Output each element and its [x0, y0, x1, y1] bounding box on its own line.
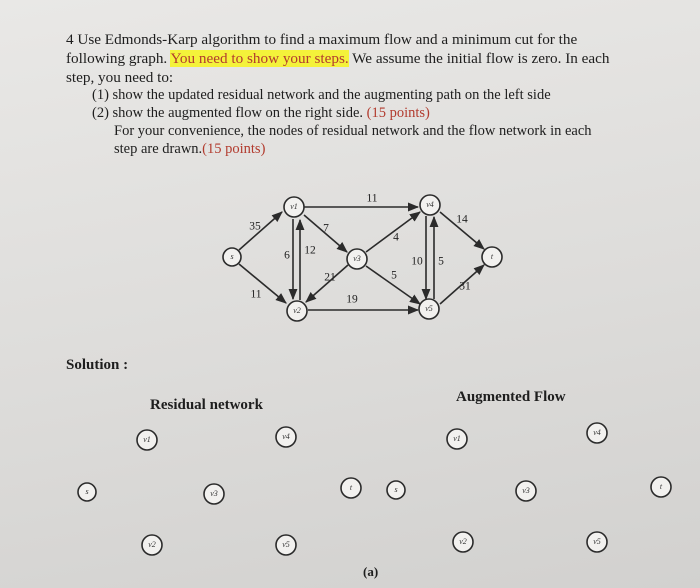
svg-text:v2: v2 [459, 536, 467, 546]
problem-item-1: (1) show the updated residual network and the augmenting path on the left side [92, 87, 551, 103]
svg-text:v5: v5 [425, 303, 433, 313]
graph-node-v1 [284, 197, 304, 217]
cap-v5-t: 31 [459, 280, 471, 293]
graph-node-s [223, 248, 241, 266]
cap-v2-v1: 12 [304, 244, 316, 257]
svg-text:v2: v2 [293, 305, 301, 315]
problem-line-1: 4 Use Edmonds-Karp algorithm to find a maximum flow and a minimum cut for the [66, 31, 578, 48]
svg-text:v1: v1 [143, 434, 151, 444]
graph-node-v3 [347, 249, 367, 269]
svg-text:s: s [85, 486, 89, 496]
svg-text:v3: v3 [210, 488, 218, 498]
augmented-node-v5 [587, 532, 607, 552]
residual-node-v5 [276, 535, 296, 555]
cap-v1-v2: 6 [284, 249, 290, 262]
residual-node-t [341, 478, 361, 498]
graph-node-t [482, 247, 502, 267]
svg-text:s: s [394, 484, 398, 494]
svg-text:t: t [659, 481, 663, 491]
cap-v2-v5: 19 [346, 293, 358, 306]
svg-text:v2: v2 [148, 539, 156, 549]
augmented-node-v4 [587, 423, 607, 443]
svg-text:v4: v4 [593, 427, 601, 437]
points-badge-1: (15 points) [366, 105, 430, 121]
points-badge-2: (15 points) [202, 141, 266, 157]
augmented-node-v3 [516, 481, 536, 501]
svg-text:v1: v1 [290, 201, 298, 211]
residual-node-v2 [142, 535, 162, 555]
solution-label: Solution : [66, 357, 129, 373]
problem-line-2-post: We assume the initial flow is zero. In each [348, 50, 610, 67]
graph-node-v5 [419, 299, 439, 319]
cap-v3-v4: 4 [393, 231, 399, 244]
svg-text:t: t [349, 482, 353, 492]
residual-network-label: Residual network [150, 397, 263, 413]
cap-v4-v5: 10 [411, 255, 423, 268]
cap-s-v1: 35 [249, 220, 261, 233]
cap-v5-v4: 5 [438, 255, 444, 268]
residual-node-v4 [276, 427, 296, 447]
cap-v1-v3: 7 [323, 222, 329, 235]
svg-text:v5: v5 [593, 536, 601, 546]
svg-text:v4: v4 [426, 199, 434, 209]
graph-node-v2 [287, 301, 307, 321]
cap-v3-v5: 5 [391, 269, 397, 282]
problem-line-2-pre: following graph. [66, 50, 171, 67]
svg-text:v3: v3 [522, 485, 530, 495]
edge-s-v2 [239, 264, 286, 303]
figure-caption: (a) [363, 564, 379, 579]
augmented-node-t [651, 477, 671, 497]
svg-text:s: s [230, 251, 234, 261]
augmented-flow-label: Augmented Flow [456, 389, 566, 405]
svg-text:v1: v1 [453, 433, 461, 443]
svg-text:t: t [490, 251, 494, 261]
residual-node-v1 [137, 430, 157, 450]
svg-text:v5: v5 [282, 539, 290, 549]
cap-s-v2: 11 [250, 288, 262, 301]
augmented-node-v2 [453, 532, 473, 552]
residual-node-s [78, 483, 96, 501]
problem-item-2-text: (2) show the augmented flow on the right side. [92, 105, 367, 121]
highlighted-instruction: You need to show your steps. [170, 50, 349, 67]
svg-text:v4: v4 [282, 431, 290, 441]
cap-v1-v4: 11 [366, 192, 378, 205]
cap-v4-t: 14 [456, 213, 468, 226]
augmented-node-v1 [447, 429, 467, 449]
graph-node-v4 [420, 195, 440, 215]
problem-item-3-line-1: For your convenience, the nodes of residual network and the flow network in each [114, 123, 592, 139]
residual-node-v3 [204, 484, 224, 504]
svg-text:v3: v3 [353, 253, 361, 263]
augmented-node-s [387, 481, 405, 499]
cap-v3-v2: 21 [324, 271, 336, 284]
problem-item-3-text: step are drawn. [114, 141, 203, 157]
problem-line-3: step, you need to: [66, 69, 174, 86]
